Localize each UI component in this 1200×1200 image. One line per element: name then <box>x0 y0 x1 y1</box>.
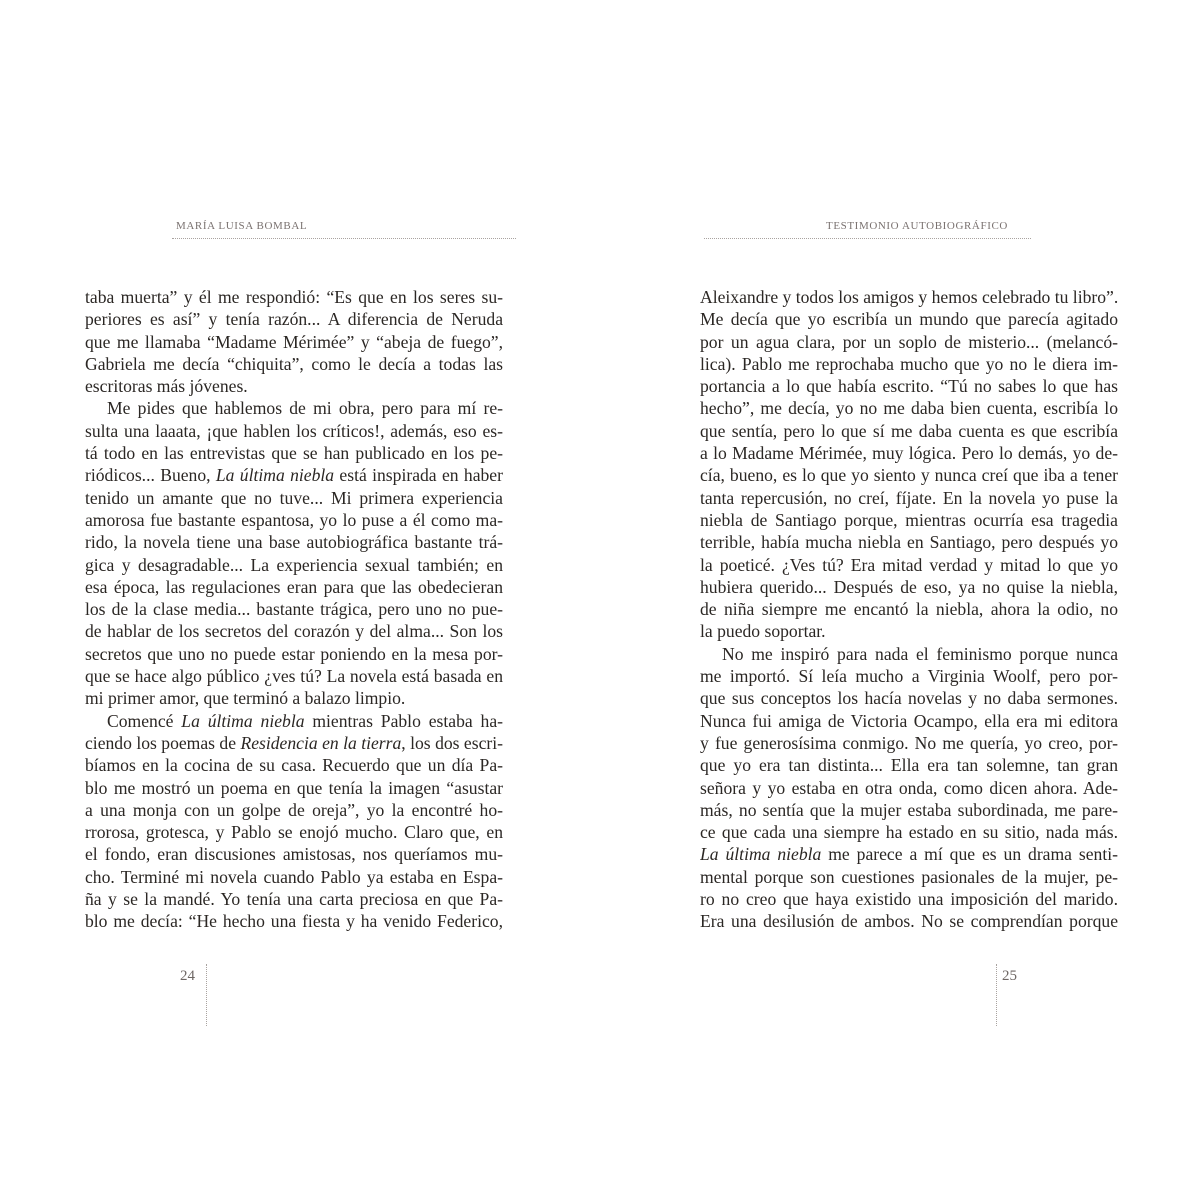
text-line: blo me mostró un poema en que tenía la imagen “asustar <box>85 777 503 798</box>
text-line: periores es así” y tenía razón... A diferencia de Neruda <box>85 309 503 330</box>
text-line: gica y desagradable... La experiencia sexual también; en <box>85 554 503 575</box>
running-head-title: TESTIMONIO AUTOBIOGRÁFICO <box>826 220 1008 232</box>
text-line: Me decía que yo escribía un mundo que parecía agitado <box>700 309 1118 330</box>
text-line: ña y se la mandé. Yo tenía una carta preciosa en que Pa- <box>85 889 503 910</box>
text-line: de hablar de los secretos del corazón y del alma... Son los <box>85 621 503 642</box>
text-line: tanta repercusión, no creí, fíjate. En la novela yo puse la <box>700 487 1118 508</box>
text-line: que me llamaba “Madame Mérimée” y “abeja de fuego”, <box>85 331 503 352</box>
text-line: Nunca fui amiga de Victoria Ocampo, ella era mi editora <box>700 710 1118 731</box>
running-head-author: MARÍA LUISA BOMBAL <box>176 220 308 232</box>
body-text <box>700 286 1118 933</box>
text-segment: me parece a mí que es un drama senti- <box>821 844 1118 865</box>
text-line: blo me decía: “He hecho una fiesta y ha venido Federico, <box>85 911 503 932</box>
text-line: ro no creo que haya existido una imposición del marido. <box>700 889 1118 910</box>
text-line: la poeticé. ¿Ves tú? Era mitad verdad y mitad lo que yo <box>700 554 1118 575</box>
text-line: escritoras más jóvenes. <box>85 376 248 397</box>
text-segment: Comencé <box>107 710 182 731</box>
text-line: y fue generosísima conmigo. No me quería, yo creo, por- <box>700 732 1118 753</box>
text-line: Era una desilusión de ambos. No se comprendían porque <box>700 911 1118 932</box>
text-line: tenido un amante que no tuve... Mi primera experiencia <box>85 487 503 508</box>
text-line: que sus conceptos los hacía novelas y no daba sermones. <box>700 688 1118 709</box>
text-line: más, no sentía que la mujer estaba subordinada, me pare- <box>700 799 1118 820</box>
text-line: ce que cada una siempre ha estado en su sitio, nada más. <box>700 822 1118 843</box>
text-segment: , los dos escri- <box>401 732 503 753</box>
text-line: amorosa fue bastante espantosa, yo lo puse a él como ma- <box>85 509 503 530</box>
text-line: rrorosa, grotesca, y Pablo se enojó mucho. Claro que, en <box>85 822 503 843</box>
text-line: No me inspiró para nada el feminismo porque nunca <box>722 643 1118 664</box>
text-line: tá todo en las entrevistas que se han publicado en los pe- <box>85 443 503 464</box>
text-line: lica). Pablo me reprochaba mucho que yo no le diera im- <box>700 353 1118 374</box>
text-segment: está inspirada en haber <box>334 465 503 486</box>
text-line: me importó. Sí leía mucho a Virginia Woolf, pero por- <box>700 666 1118 687</box>
italic-title: La última niebla <box>700 844 822 865</box>
page-number: 24 <box>180 968 195 984</box>
text-line: sulta una laaata, ¡que hablen los críticos!, además, eso es- <box>85 420 503 441</box>
text-line <box>85 710 503 732</box>
text-line: secretos que uno no puede estar poniendo en la mesa por- <box>85 643 503 664</box>
text-segment: ciendo los poemas de <box>85 732 241 753</box>
page-number: 25 <box>1002 968 1017 984</box>
text-line: Gabriela me decía “chiquita”, como le decía a todas las <box>85 353 503 374</box>
text-line: cía, bueno, es lo que yo siento y nunca creí que iba a tener <box>700 465 1118 486</box>
text-line: hecho”, me decía, yo no me daba bien cuenta, escribía lo <box>700 398 1118 419</box>
text-line: de niña siempre me encantó la niebla, ahora la odio, no <box>700 599 1118 620</box>
body-text <box>85 286 503 933</box>
text-line: el fondo, eran discusiones amistosas, nos queríamos mu- <box>85 844 503 865</box>
text-line: bíamos en la cocina de su casa. Recuerdo que un día Pa- <box>85 755 503 776</box>
text-segment: mientras Pablo estaba ha- <box>304 710 503 731</box>
text-line: señora y yo estaba en otra onda, como dicen ahora. Ade- <box>700 777 1118 798</box>
text-line: mi primer amor, que terminó a balazo limpio. <box>85 688 406 709</box>
text-line <box>85 464 503 486</box>
text-line: a una monja con un golpe de oreja”, yo la encontré ho- <box>85 799 503 820</box>
italic-title: Residencia en la tierra <box>240 732 402 753</box>
text-line: Me pides que hablemos de mi obra, pero para mí re- <box>107 398 503 419</box>
text-line <box>85 732 503 754</box>
italic-title: La última niebla <box>215 465 335 486</box>
header-dotted-rule <box>704 238 1031 239</box>
text-line: que sentía, pero lo que sí me daba cuenta es que escribía <box>700 420 1118 441</box>
right-page <box>600 0 1200 1200</box>
text-line: cho. Terminé mi novela cuando Pablo ya estaba en Espa- <box>85 866 503 887</box>
text-line: que se hace algo público ¿ves tú? La novela está basada en <box>85 666 503 687</box>
text-line: la puedo soportar. <box>700 621 826 642</box>
text-line: taba muerta” y él me respondió: “Es que en los seres su- <box>85 287 503 307</box>
text-line: que yo era tan distinta... Ella era tan solemne, tan gran <box>700 755 1118 776</box>
text-line: portancia a lo que había escrito. “Tú no sabes lo que has <box>700 376 1118 397</box>
header-dotted-rule <box>172 238 516 239</box>
text-line: terrible, había mucha niebla en Santiago, pero después yo <box>700 532 1118 553</box>
text-line: niebla de Santiago porque, mientras ocurría esa tragedia <box>700 509 1118 530</box>
text-line: a lo Madame Mérimée, muy lógica. Pero lo demás, yo de- <box>700 443 1118 464</box>
text-line: hubiera querido... Después de eso, ya no quise la niebla, <box>700 576 1118 597</box>
folio-dotted-rule <box>206 964 207 1026</box>
folio-dotted-rule <box>996 964 997 1026</box>
text-line: mental porque son cuestiones pasionales de la mujer, pe- <box>700 866 1118 887</box>
italic-title: La última niebla <box>181 710 305 731</box>
text-line: los de la clase media... bastante trágica, pero uno no pue- <box>85 599 503 620</box>
text-line: por un agua clara, por un soplo de misterio... (melancó- <box>700 331 1118 352</box>
text-segment: riódicos... Bueno, <box>85 465 216 486</box>
text-line <box>700 843 1118 865</box>
text-line: Aleixandre y todos los amigos y hemos celebrado tu libro”. <box>700 287 1118 307</box>
text-line: esa época, las regulaciones eran para que las obedecieran <box>85 576 503 597</box>
text-line: rido, la novela tiene una base autobiográfica bastante trá- <box>85 532 503 553</box>
